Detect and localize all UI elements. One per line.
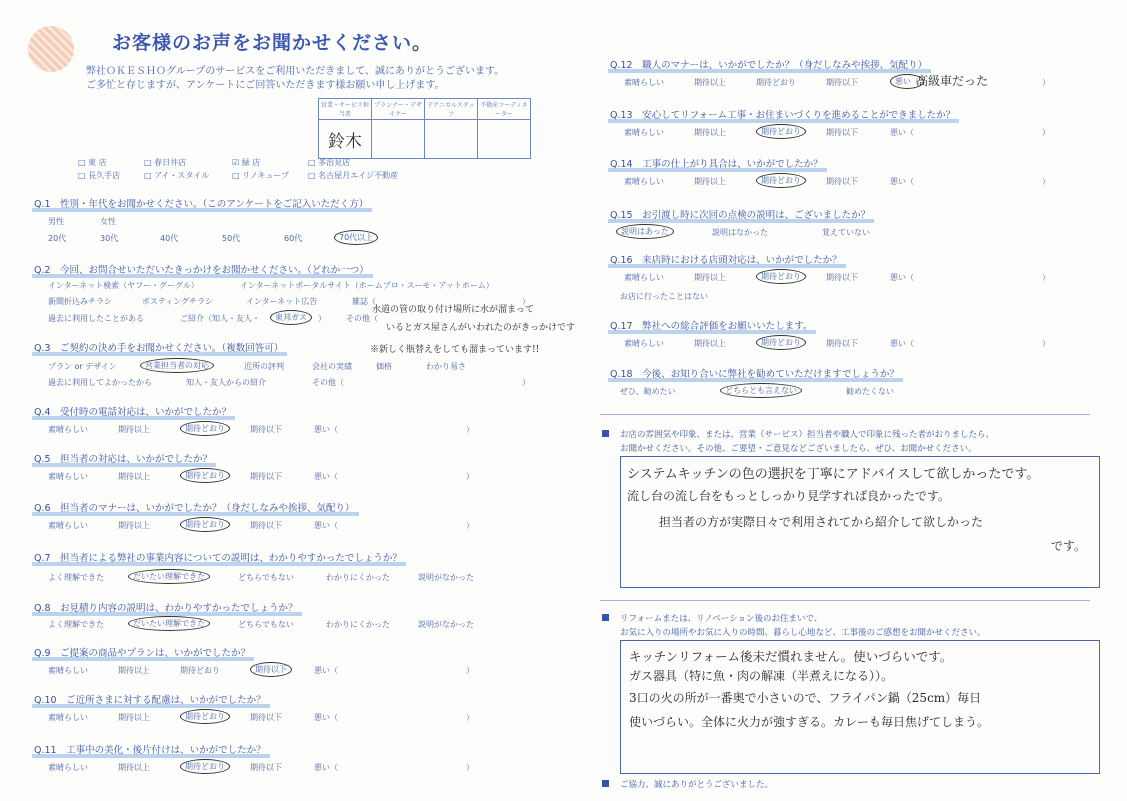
- scale-paren: ）: [466, 472, 474, 481]
- q2-handwritten-note: 水道の管の取り付け場所に水が溜まって: [372, 305, 535, 315]
- store-option[interactable]: □ 名古屋月エイジ不動産: [308, 171, 399, 180]
- question-17: Q.17 弊社への総合評価をお願いいたします。: [610, 318, 812, 332]
- q11-option[interactable]: 期待以下: [250, 763, 282, 772]
- staff-header: 不動産コーディネーター: [478, 99, 531, 120]
- q10-option[interactable]: 期待以下: [250, 713, 282, 722]
- question-3: Q.3 ご契約の決め手をお聞かせください。（複数回答可）: [34, 340, 283, 354]
- q12-handwritten-note: 高級車だった: [916, 74, 989, 88]
- comment2-line: キッチンリフォーム後未だ慣れません。使いづらいです。: [629, 649, 953, 664]
- q15-option[interactable]: 説明はなかった: [712, 228, 768, 237]
- q1-selected-option[interactable]: 70代以上: [334, 230, 378, 245]
- comment1-line: システムキッチンの色の選択を丁寧にアドバイスして欲しかったです。: [627, 467, 1040, 482]
- question-16: Q.16 来店時における店頭対応は、いかがでしたか？: [610, 252, 842, 266]
- q3-option[interactable]: 価格: [376, 362, 392, 371]
- q12-option[interactable]: 期待以上: [694, 78, 726, 87]
- q12-option[interactable]: 期待以下: [826, 78, 858, 87]
- q1-option[interactable]: 60代: [284, 234, 303, 243]
- divider: [600, 600, 1090, 601]
- question-12: Q.12 職人のマナーは、いかがでしたか？（身だしなみや挨拶、気配り）: [610, 57, 927, 71]
- q8-option[interactable]: よく理解できた: [48, 620, 104, 629]
- q7-option[interactable]: よく理解できた: [48, 573, 104, 582]
- scale-paren: ）: [466, 713, 474, 722]
- question-2: Q.2 今回、お問合せいただいたきっかけをお聞かせください。（どれか一つ）: [34, 262, 369, 276]
- store-option[interactable]: ☑ 緑 店: [232, 158, 261, 167]
- store-option[interactable]: □ アイ・スタイル: [144, 171, 210, 180]
- question-14: Q.14 工事の仕上がり具合は、いかがでしたか？: [610, 156, 823, 170]
- scale-paren: ）: [466, 666, 474, 675]
- q8-selected-option[interactable]: だいたい理解できた: [128, 616, 210, 631]
- q14-option[interactable]: 悪い（: [890, 177, 914, 186]
- q14-option[interactable]: 素晴らしい: [624, 177, 664, 186]
- scale-paren: ）: [1042, 273, 1050, 282]
- comment1-line: 担当者の方が実際日々で利用されてから紹介して欲しかった: [659, 515, 984, 529]
- staff-name: [478, 120, 531, 159]
- q13-option[interactable]: 素晴らしい: [624, 128, 664, 137]
- footer-thanks: ご協力、誠にありがとうございました。: [620, 780, 774, 790]
- store-option[interactable]: □ 長久手店: [78, 171, 121, 180]
- q16-option[interactable]: 悪い（: [890, 273, 914, 282]
- q11-option[interactable]: 悪い（: [314, 763, 338, 772]
- q5-selected-option[interactable]: 期待どおり: [180, 468, 230, 483]
- intro-line-1: 弊社ＯＫＥＳＨＯグループのサービスをご利用いただきまして、誠にありがとうございます。: [86, 66, 505, 77]
- q1-option[interactable]: 40代: [160, 234, 179, 243]
- staff-name: 鈴木: [319, 120, 372, 159]
- q7-option[interactable]: どちらでもない: [238, 573, 294, 582]
- comment1-line: 流し台の流し台をもっとしっかり見学すれば良かったです。: [627, 489, 951, 503]
- q11-option[interactable]: 素晴らしい: [48, 763, 88, 772]
- q4-option[interactable]: 期待以下: [250, 425, 282, 434]
- q14-option[interactable]: 期待以下: [826, 177, 858, 186]
- q16-extra-option[interactable]: お店に行ったことはない: [620, 292, 708, 301]
- q17-option[interactable]: 期待以下: [826, 339, 858, 348]
- q7-option[interactable]: わかりにくかった: [326, 573, 390, 582]
- q18-option[interactable]: 勧めたくない: [846, 387, 894, 396]
- q2-handwritten-note: ※新しく瓶替えをしても溜まっています!!: [370, 345, 540, 355]
- store-option[interactable]: □ 東 店: [78, 158, 107, 167]
- question-13: Q.13 安心してリフォーム工事・お住まいづくりを進めることができましたか？: [610, 107, 955, 121]
- q16-option[interactable]: 期待以下: [826, 273, 858, 282]
- q11-selected-option[interactable]: 期待どおり: [180, 759, 230, 774]
- q2-option[interactable]: ご紹介（知人・友人・: [180, 314, 260, 323]
- staff-header: 営業・サービス担当者: [319, 99, 372, 120]
- question-8: Q.8 お見積り内容の説明は、わかりやすかったでしょうか？: [34, 600, 298, 614]
- q2-option[interactable]: その他（: [346, 314, 378, 323]
- comment1-label: お聞かせください。その他、ご要望・ご意見などございましたら、ぜひ、お聞かせください。: [620, 444, 977, 454]
- q6-option[interactable]: 期待以下: [250, 521, 282, 530]
- q16-selected-option[interactable]: 期待どおり: [756, 269, 806, 284]
- q6-option[interactable]: 素晴らしい: [48, 521, 88, 530]
- q17-option[interactable]: 悪い（: [890, 339, 914, 348]
- comment1-label: お店の雰囲気や印象、または、営業（サービス）担当者や職人で印象に残った者がおりましたら、: [620, 430, 995, 440]
- q15-option[interactable]: 覚えていない: [822, 228, 870, 237]
- bullet-square: [602, 614, 609, 621]
- q4-option[interactable]: 期待以上: [118, 425, 150, 434]
- q4-option[interactable]: 素晴らしい: [48, 425, 88, 434]
- comment1-line: です。: [1051, 539, 1087, 553]
- q8-option[interactable]: どちらでもない: [238, 620, 294, 629]
- staff-header: プランナー・デザイナー: [372, 99, 425, 120]
- q8-option[interactable]: わかりにくかった: [326, 620, 390, 629]
- q1-option[interactable]: 50代: [222, 234, 241, 243]
- comment2-label: お気に入りの場所やお気に入りの時間、暮らし心地など、工事後のご感想をお聞かせください。: [620, 628, 986, 638]
- q6-selected-option[interactable]: 期待どおり: [180, 517, 230, 532]
- comment1-box[interactable]: [620, 456, 1100, 588]
- scale-paren: ）: [466, 763, 474, 772]
- q7-option[interactable]: 説明がなかった: [418, 573, 474, 582]
- q5-option[interactable]: 素晴らしい: [48, 472, 88, 481]
- q17-option[interactable]: 期待以上: [694, 339, 726, 348]
- q6-option[interactable]: 期待以上: [118, 521, 150, 530]
- question-18: Q.18 今後、お知り合いに弊社を勧めていただけますでしょうか？: [610, 366, 899, 380]
- q12-selected-option[interactable]: 悪い（: [890, 74, 924, 89]
- comment2-line: ガス器具（特に魚・肉の解凍（半煮えになる））。: [629, 669, 894, 683]
- question-11: Q.11 工事中の美化・後片付けは、いかがでしたか？: [34, 742, 266, 756]
- question-4: Q.4 受付時の電話対応は、いかがでしたか？: [34, 404, 231, 418]
- comment2-line: 3口の火の所が一番奥で小さいので、フライパン鍋（25cm）毎日: [629, 691, 982, 705]
- q5-option[interactable]: 期待以下: [250, 472, 282, 481]
- scale-paren: ）: [1042, 78, 1050, 87]
- q2-option[interactable]: ポスティングチラシ: [142, 297, 214, 306]
- question-6: Q.6 担当者のマナーは、いかがでしたか？（身だしなみや挨拶、気配り）: [34, 500, 355, 514]
- q1-option[interactable]: 男性: [48, 217, 64, 226]
- divider: [600, 414, 1090, 415]
- scale-paren: ）: [1042, 177, 1050, 186]
- q2-handwritten-note: いるとガス屋さんがいわれたのがきっかけです: [386, 323, 576, 333]
- question-9: Q.9 ご提案の商品やプランは、いかがでしたか？: [34, 645, 250, 659]
- q1-option[interactable]: 20代: [48, 234, 67, 243]
- comment2-box[interactable]: [620, 640, 1100, 774]
- question-5: Q.5 担当者の対応は、いかがでしたか？: [34, 451, 212, 465]
- scale-paren: ）: [466, 425, 474, 434]
- q2-option[interactable]: インターネットポータルサイト（ホームプロ・スーモ・アットホーム）: [240, 281, 494, 290]
- intro-line-2: ご多忙と存じますが、アンケートにご回答いただきます様お願い申し上げます。: [86, 80, 445, 91]
- store-option[interactable]: □ リノキューブ: [232, 171, 290, 180]
- q16-option[interactable]: 素晴らしい: [624, 273, 664, 282]
- q9-option[interactable]: 期待以上: [118, 666, 150, 675]
- q14-option[interactable]: 期待以上: [694, 177, 726, 186]
- q17-selected-option[interactable]: 期待どおり: [756, 335, 806, 350]
- q9-selected-option[interactable]: 期待以下: [250, 662, 292, 677]
- company-logo: [28, 26, 74, 72]
- staff-table: [318, 98, 531, 159]
- store-option[interactable]: □ 多治見店: [308, 158, 351, 167]
- q1-option[interactable]: 女性: [100, 217, 116, 226]
- q2-option[interactable]: インターネット広告: [246, 297, 318, 306]
- q10-option[interactable]: 悪い（: [314, 713, 338, 722]
- staff-name: [372, 120, 425, 159]
- q2-option[interactable]: インターネット検索（ヤフー・グーグル）: [48, 281, 199, 290]
- q3-option[interactable]: 過去に利用してよかったから: [48, 378, 152, 387]
- q3-option[interactable]: 会社の実績: [312, 362, 352, 371]
- staff-header: テクニカルスタッフ: [425, 99, 478, 120]
- q10-option[interactable]: 素晴らしい: [48, 713, 88, 722]
- survey-page: お客様のお声をお聞かせください。 弊社ＯＫＥＳＨＯグループのサービスをご利用いただきまして、誠にありがとうございます。 ご多忙と存じますが、アンケートにご回答いただきます様お願い申し上げます。 営業・サービス担当者 プランナー・デザイナー テクニカルスタッフ 不動産コーディネーター 鈴木 □ 東 店 □ 春日井店 ☑ 緑 店 □ 多治見店 □ 長久手店 □ アイ・スタイル □ リノキューブ □ 名古屋月エイジ不動産 Q.1 性別・年代をお聞かせください。（このアンケートをご記入いただく方） 男性 女性 20代 30代 40代 50代 60代 70代以上 Q.2 今回、お問合せいただいたきっかけをお聞かせください。（どれか一つ） インターネット検索（ヤフー・グーグル） インターネットポータルサイト（ホームプロ・スーモ・アットホーム） 新聞折込みチラシ ポスティングチラシ インターネット広告 雑誌（ ） 過去に利用したことがある ご紹介（知人・友人・ 東邦ガス ） その他（ 水道の管の取り付け場所に水が溜まって いるとガス屋さんがいわれたのがきっかけです ※新しく瓶替えをしても溜まっています!! Q.3 ご契約の決め手をお聞かせください。（複数回答可） プラン or デザイン 営業担当者の対応 近所の評判 会社の実績 価格 わかり易さ 過去に利用してよかったから 知人・友人からの紹介 その他（ ） Q.4 受付時の電話対応は、いかがでしたか？ 素晴らしい 期待以上 期待どおり 期待以下 悪い（ ） Q.5 担当者の対応は、いかがでしたか？ 素晴らしい 期待以上 期待どおり 期待以下 悪い（ ） Q.6 担当者のマナーは、いかがでしたか？（身だしなみや挨拶、気配り） 素晴らしい 期待以上 期待どおり 期待以下 悪い（ ） Q.9 ご提案の商品やプランは、いかがでしたか？ 素晴らしい 期待以上 期待どおり 期待以下 悪い（ ） Q.10 ご近所さまに対する配慮は、いかがでしたか？ 素晴らしい 期待以上 期待どおり 期待以下 悪い（ ） Q.11 工事中の美化・後片付けは、いかがでしたか？ 素晴らしい 期待以上 期待どおり 期待以下 悪い（ ） Q.7 担当者による弊社の事業内容についての説明は、わかりやすかったでしょうか？ よく理解できた だいたい理解できた どちらでもない わかりにくかった 説明がなかった Q.8 お見積り内容の説明は、わかりやすかったでしょうか？ よく理解できた だいたい理解できた どちらでもない わかりにくかった 説明がなかった Q.12 職人のマナーは、いかがでしたか？（身だしなみや挨拶、気配り） 素晴らしい 期待以上 期待どおり 期待以下 悪い（ ） Q.13 安心してリフォーム工事・お住まいづくりを進めることができましたか？ 素晴らしい 期待以上 期待どおり 期待以下 悪い（ ） Q.14 工事の仕上がり具合は、いかがでしたか？ 素晴らしい 期待以上 期待どおり 期待以下 悪い（ ） Q.16 来店時における店頭対応は、いかがでしたか？ 素晴らしい 期待以上 期待どおり 期待以下 悪い（ ） Q.17 弊社への総合評価をお願いいたします。 素晴らしい 期待以上 期待どおり 期待以下 悪い（ ） 高級車だった Q.15 お引渡し時に次回の点検の説明は、ございましたか？ 説明はあった 説明はなかった 覚えていない お店に行ったことはない Q.18 今後、お知り合いに弊社を勧めていただけますでしょうか？ ぜひ、勧めたい どちらとも言えない 勧めたくない お店の雰囲気や印象、または、営業（サービス）担当者や職人で印象に残った者がおりましたら、 お聞かせください。その他、ご要望・ご意見などございましたら、ぜひ、お聞かせください。 システムキッチンの色の選択を丁寧にアドバイスして欲しかったです。 流し台の流し台をもっとしっかり見学すれば良かったです。 担当者の方が実際日々で利用されてから紹介して欲しかった です。 リフォームまたは、リノベーション後のお住まいで、 お気に入りの場所やお気に入りの時間、暮らし心地など、工事後のご感想をお聞かせください。 キッチンリフォーム後未だ慣れません。使いづらいです。 ガス器具（特に魚・肉の解凍（半煮えになる））。 3口の火の所が一番奥で小さいので、フライパン鍋（25cm）毎日 使いづらい。全体に火力が強すぎる。カレーも毎日焦げてしまう。 ご協力、誠にありがとうございました。: [0, 0, 1127, 801]
- bullet-square: [602, 780, 609, 787]
- page-title: お客様のお声をお聞かせください。: [112, 32, 433, 54]
- scale-paren: ）: [1042, 339, 1050, 348]
- q5-option[interactable]: 期待以上: [118, 472, 150, 481]
- store-option[interactable]: □ 春日井店: [144, 158, 187, 167]
- q12-option[interactable]: 期待どおり: [756, 78, 796, 87]
- q13-option[interactable]: 悪い（: [890, 128, 914, 137]
- q6-option[interactable]: 悪い（: [314, 521, 338, 530]
- q7-selected-option[interactable]: だいたい理解できた: [128, 569, 210, 584]
- q4-selected-option[interactable]: 期待どおり: [180, 421, 230, 436]
- q5-option[interactable]: 悪い（: [314, 472, 338, 481]
- bullet-square: [602, 430, 609, 437]
- q10-option[interactable]: 期待以上: [118, 713, 150, 722]
- comment2-label: リフォームまたは、リノベーション後のお住まいで、: [620, 614, 823, 624]
- q13-option[interactable]: 期待以下: [826, 128, 858, 137]
- scale-paren: ）: [1042, 128, 1050, 137]
- question-15: Q.15 お引渡し時に次回の点検の説明は、ございましたか？: [610, 207, 870, 221]
- question-10: Q.10 ご近所さまに対する配慮は、いかがでしたか？: [34, 692, 266, 706]
- q1-option[interactable]: 30代: [100, 234, 119, 243]
- question-1: Q.1 性別・年代をお聞かせください。（このアンケートをご記入いただく方）: [34, 196, 368, 210]
- q2-option[interactable]: 雑誌（: [352, 297, 376, 306]
- q12-option[interactable]: 素晴らしい: [624, 78, 664, 87]
- q10-selected-option[interactable]: 期待どおり: [180, 709, 230, 724]
- q3-option[interactable]: 知人・友人からの紹介: [186, 378, 266, 387]
- q3-option[interactable]: プラン or デザイン: [48, 362, 117, 371]
- q2-paren: ）: [318, 314, 326, 323]
- q16-option[interactable]: 期待以上: [694, 273, 726, 282]
- q4-option[interactable]: 悪い（: [314, 425, 338, 434]
- q3-option[interactable]: その他（: [312, 378, 344, 387]
- comment2-line: 使いづらい。全体に火力が強すぎる。カレーも毎日焦げてしまう。: [629, 715, 990, 729]
- q9-option[interactable]: 期待どおり: [180, 666, 220, 675]
- q13-selected-option[interactable]: 期待どおり: [756, 124, 806, 139]
- question-7: Q.7 担当者による弊社の事業内容についての説明は、わかりやすかったでしょうか？: [34, 550, 402, 564]
- scale-paren: ）: [466, 521, 474, 530]
- q3-selected-option[interactable]: 営業担当者の対応: [140, 358, 214, 373]
- staff-name: [425, 120, 478, 159]
- q13-option[interactable]: 期待以上: [694, 128, 726, 137]
- q9-option[interactable]: 悪い（: [314, 666, 338, 675]
- q2-option[interactable]: 新聞折込みチラシ: [48, 297, 112, 306]
- q9-option[interactable]: 素晴らしい: [48, 666, 88, 675]
- q2-option[interactable]: 過去に利用したことがある: [48, 314, 144, 323]
- q18-option[interactable]: ぜひ、勧めたい: [620, 387, 676, 396]
- q3-option[interactable]: 近所の評判: [244, 362, 284, 371]
- q3-option[interactable]: わかり易さ: [426, 362, 466, 371]
- q8-option[interactable]: 説明がなかった: [418, 620, 474, 629]
- q17-option[interactable]: 素晴らしい: [624, 339, 664, 348]
- q15-selected-option[interactable]: 説明はあった: [616, 224, 674, 239]
- q14-selected-option[interactable]: 期待どおり: [756, 173, 806, 188]
- q2-selected-option[interactable]: 東邦ガス: [270, 310, 312, 325]
- q11-option[interactable]: 期待以上: [118, 763, 150, 772]
- q18-selected-option[interactable]: どちらとも言えない: [720, 383, 802, 398]
